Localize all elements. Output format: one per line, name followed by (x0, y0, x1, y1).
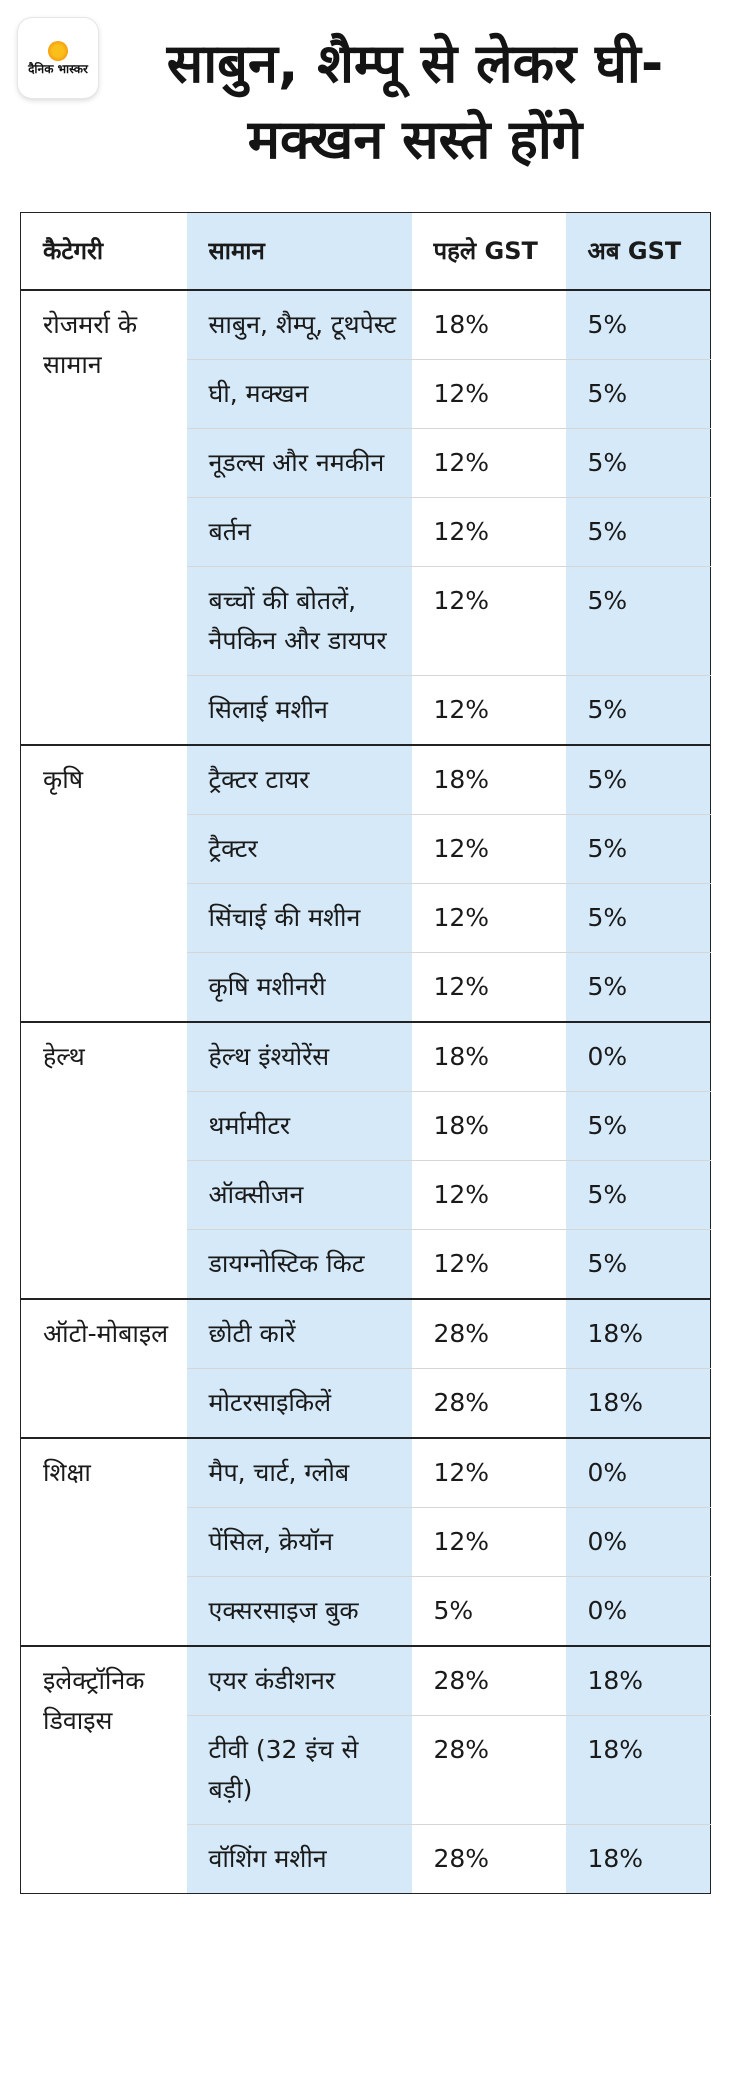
new-gst-cell: 0% (566, 1508, 711, 1577)
category-cell: रोजमर्रा के सामान (21, 290, 187, 745)
old-gst-cell: 12% (412, 953, 566, 1023)
old-gst-cell: 28% (412, 1716, 566, 1825)
item-cell: ट्रैक्टर (187, 815, 412, 884)
category-cell: कृषि (21, 745, 187, 1022)
old-gst-cell: 12% (412, 1508, 566, 1577)
new-gst-cell: 5% (566, 676, 711, 746)
new-gst-cell: 5% (566, 567, 711, 676)
new-gst-cell: 5% (566, 953, 711, 1023)
new-gst-cell: 5% (566, 1161, 711, 1230)
item-cell: वॉशिंग मशीन (187, 1825, 412, 1894)
header-item: सामान (187, 213, 412, 291)
item-cell: मोटरसाइकिलें (187, 1369, 412, 1439)
old-gst-cell: 18% (433, 310, 490, 339)
item-cell: थर्मामीटर (187, 1092, 412, 1161)
old-gst-cell: 12% (412, 884, 566, 953)
category-cell: शिक्षा (21, 1438, 187, 1646)
old-gst-cell: 12% (412, 676, 566, 746)
header-category: कैटेगरी (21, 213, 187, 291)
table-row (21, 1022, 711, 1092)
new-gst-cell: 5% (566, 360, 711, 429)
new-gst-cell: 0% (566, 1438, 711, 1508)
new-gst-cell: 5% (566, 745, 711, 815)
table-body (21, 290, 711, 1894)
table-row (21, 1646, 711, 1716)
category-cell: इलेक्ट्रॉनिक डिवाइस (21, 1646, 187, 1894)
new-gst-cell: 0% (566, 1022, 711, 1092)
old-gst-cell: 12% (412, 1438, 566, 1508)
old-gst-cell: 28% (412, 1825, 566, 1894)
old-gst-cell: 12% (412, 498, 566, 567)
old-gst-cell: 18% (412, 1022, 566, 1092)
old-gst-cell: 12% (412, 1161, 566, 1230)
new-gst-cell: 0% (566, 1577, 711, 1647)
old-gst-cell: 5% (412, 1577, 566, 1647)
item-cell: साबुन, शैम्पू, टूथपेस्ट (187, 290, 412, 360)
new-gst-cell: 18% (566, 1369, 711, 1439)
old-gst-cell: 18% (412, 1092, 566, 1161)
item-cell: ऑक्सीजन (187, 1161, 412, 1230)
old-gst-cell: 12% (412, 429, 566, 498)
new-gst-cell: 5% (566, 1092, 711, 1161)
header-old-gst: पहले GST (412, 213, 566, 291)
new-gst-cell: 18% (566, 1646, 711, 1716)
old-gst-cell: 12% (412, 360, 566, 429)
item-cell: एयर कंडीशनर (187, 1646, 412, 1716)
table-row (21, 290, 711, 360)
gst-table (20, 212, 711, 1894)
sun-icon (48, 41, 68, 61)
item-cell: टीवी (32 इंच से बड़ी) (187, 1716, 412, 1825)
old-gst-cell: 28% (412, 1369, 566, 1439)
brand-logo (18, 18, 98, 98)
old-gst-cell: 12% (412, 1230, 566, 1300)
table-header-row (21, 213, 711, 291)
headline: साबुन, शैम्पू से लेकर घी-मक्खन सस्ते होंगे (166, 32, 664, 171)
old-gst-cell: 28% (412, 1299, 566, 1369)
table-row (21, 745, 711, 815)
table-row (21, 1438, 711, 1508)
item-cell: छोटी कारें (187, 1299, 412, 1369)
table-row (21, 1299, 711, 1369)
item-cell: सिंचाई की मशीन (187, 884, 412, 953)
new-gst-cell: 5% (566, 1230, 711, 1300)
category-cell: ऑटो-मोबाइल (21, 1299, 187, 1438)
new-gst-cell: 18% (566, 1716, 711, 1825)
category-cell: हेल्थ (21, 1022, 187, 1299)
item-cell: ट्रैक्टर टायर (187, 745, 412, 815)
item-cell: डायग्नोस्टिक किट (187, 1230, 412, 1300)
item-cell: एक्सरसाइज बुक (187, 1577, 412, 1647)
item-cell: घी, मक्खन (187, 360, 412, 429)
new-gst-cell: 18% (566, 1299, 711, 1369)
old-gst-cell: 12% (412, 815, 566, 884)
item-cell: बच्चों की बोतलें, नैपकिन और डायपर (187, 567, 412, 676)
new-gst-cell: 5% (566, 498, 711, 567)
new-gst-cell: 5% (566, 429, 711, 498)
new-gst-cell: 5% (566, 290, 711, 360)
item-cell: नूडल्स और नमकीन (187, 429, 412, 498)
new-gst-cell: 5% (566, 884, 711, 953)
item-cell: सिलाई मशीन (187, 676, 412, 746)
item-cell: हेल्थ इंश्योरेंस (187, 1022, 412, 1092)
new-gst-cell: 18% (566, 1825, 711, 1894)
item-cell: कृषि मशीनरी (187, 953, 412, 1023)
new-gst-cell: 5% (566, 815, 711, 884)
old-gst-cell: 28% (412, 1646, 566, 1716)
logo-text: दैनिक भास्कर (28, 61, 88, 76)
item-cell: बर्तन (187, 498, 412, 567)
old-gst-cell: 18% (412, 745, 566, 815)
item-cell: पेंसिल, क्रेयॉन (187, 1508, 412, 1577)
header-new-gst: अब GST (566, 213, 711, 291)
old-gst-cell: 12% (412, 567, 566, 676)
item-cell: मैप, चार्ट, ग्लोब (187, 1438, 412, 1508)
